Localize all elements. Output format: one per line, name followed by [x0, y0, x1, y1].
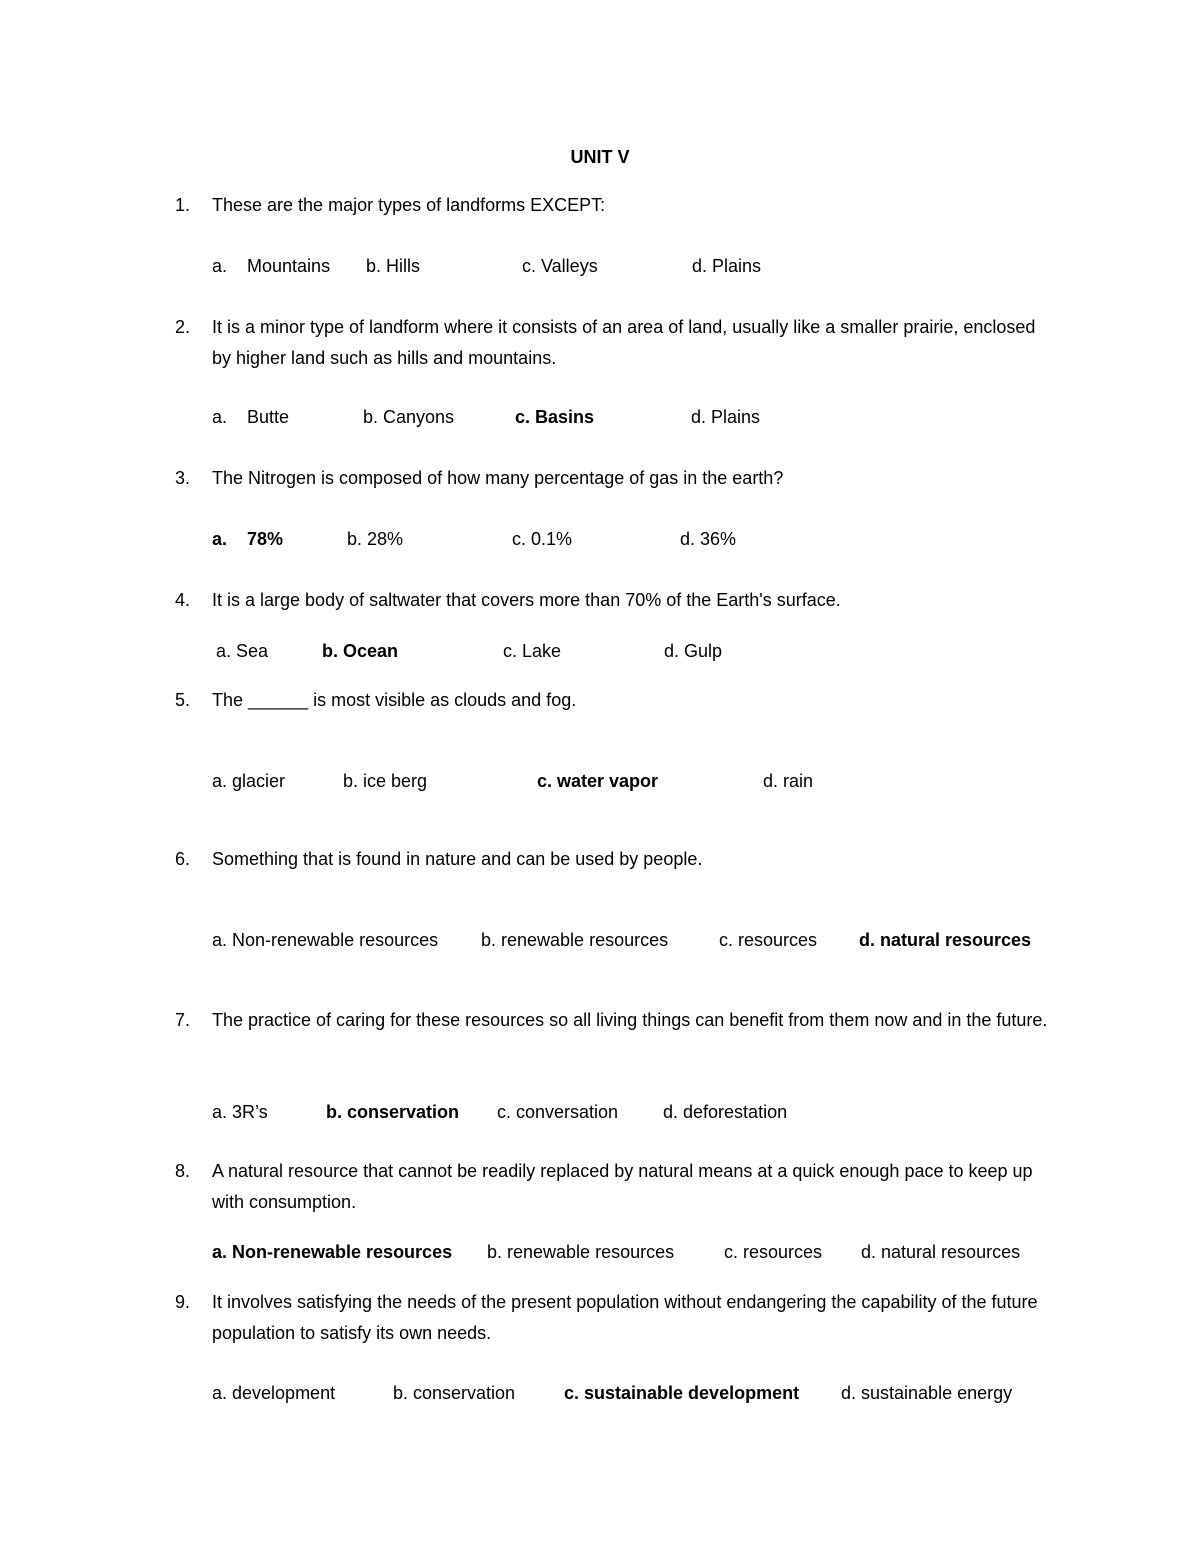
option-d: d. deforestation: [663, 1102, 788, 1122]
question-7: [175, 1005, 1055, 1036]
option-b: b. ice berg: [343, 771, 428, 791]
option-c: c. Valleys: [522, 256, 598, 276]
question-number: 5.: [175, 690, 191, 710]
question-text: These are the major types of landforms EXCEPT:: [212, 195, 606, 215]
question-2: [175, 312, 1055, 374]
option-a-correct: a. Non-renewable resources: [212, 1242, 453, 1262]
question-text: It is a large body of saltwater that covers more than 70% of the Earth's surface.: [212, 590, 841, 610]
option-b-correct: b. conservation: [326, 1102, 460, 1122]
option-b: b. 28%: [347, 529, 404, 549]
option-c: c. 0.1%: [512, 529, 573, 549]
question-text: The practice of caring for these resources so all living things can benefit from them now and in the future.: [212, 1010, 1048, 1030]
question-number: 6.: [175, 849, 191, 869]
option-b: b. Hills: [366, 256, 421, 276]
option-a: a. Non-renewable resources: [212, 930, 439, 950]
question-text: A natural resource that cannot be readily replaced by natural means at a quick enough pace to keep up with consumption.: [212, 1161, 1033, 1212]
option-d: d. sustainable energy: [841, 1383, 1013, 1403]
question-number: 2.: [175, 317, 191, 337]
question-text: Something that is found in nature and can be used by people.: [212, 849, 703, 869]
question-number: 7.: [175, 1010, 191, 1030]
option-a-correct: a. 78%: [212, 529, 284, 549]
question-text: It is a minor type of landform where it consists of an area of land, usually like a smaller prairie, enclosed by higher land such as hills and mountains.: [212, 317, 1036, 368]
option-a: a. Mountains: [212, 256, 331, 276]
option-c-correct: c. Basins: [515, 407, 595, 427]
option-a: a. glacier: [212, 771, 286, 791]
question-8: [175, 1156, 1055, 1218]
option-a: a. Sea: [216, 641, 269, 661]
question-3: [175, 463, 1055, 494]
question-1: [175, 190, 1055, 221]
option-b: b. Canyons: [363, 407, 455, 427]
option-b: b. conservation: [393, 1383, 516, 1403]
option-d: d. 36%: [680, 529, 737, 549]
question-number: 9.: [175, 1292, 191, 1312]
option-a: a. development: [212, 1383, 336, 1403]
question-5: [175, 685, 1055, 716]
option-d: d. Plains: [691, 407, 761, 427]
option-c-correct: c. water vapor: [537, 771, 659, 791]
option-d-correct: d. natural resources: [859, 930, 1032, 950]
option-c: c. resources: [719, 930, 818, 950]
question-6: [175, 844, 1055, 875]
option-d: d. Plains: [692, 256, 762, 276]
question-number: 8.: [175, 1161, 191, 1181]
option-c: c. resources: [724, 1242, 823, 1262]
option-d: d. natural resources: [861, 1242, 1021, 1262]
option-a: a. 3R’s: [212, 1102, 268, 1122]
question-number: 4.: [175, 590, 191, 610]
question-text: It involves satisfying the needs of the present population without endangering the capability of the future population to satisfy its own needs.: [212, 1292, 1038, 1343]
option-d: d. Gulp: [664, 641, 723, 661]
option-a: a. Butte: [212, 407, 290, 427]
question-4: [175, 585, 1055, 616]
option-c-correct: c. sustainable development: [564, 1383, 800, 1403]
option-c: c. Lake: [503, 641, 562, 661]
question-text: The ______ is most visible as clouds and fog.: [212, 690, 577, 710]
page-title: UNIT V: [570, 147, 630, 167]
question-9: [175, 1287, 1055, 1349]
option-d: d. rain: [763, 771, 814, 791]
question-number: 1.: [175, 195, 191, 215]
option-b: b. renewable resources: [481, 930, 669, 950]
question-text: The Nitrogen is composed of how many percentage of gas in the earth?: [212, 468, 784, 488]
option-b-correct: b. Ocean: [322, 641, 399, 661]
option-b: b. renewable resources: [487, 1242, 675, 1262]
question-number: 3.: [175, 468, 191, 488]
option-c: c. conversation: [497, 1102, 619, 1122]
